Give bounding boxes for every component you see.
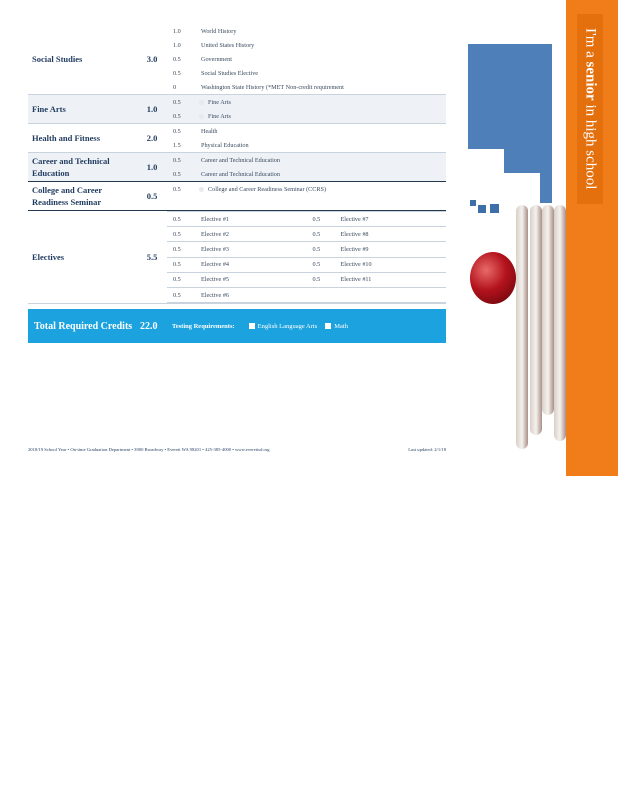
course-name: Career and Technical Education (201, 156, 280, 164)
elective-name: Elective #9 (340, 245, 369, 253)
requirement-row (28, 95, 446, 124)
elective-name: Elective #2 (201, 230, 230, 238)
elective-name: Elective #1 (201, 215, 230, 223)
banner-text-pre: I'm a (582, 28, 599, 62)
course-name: Social Studies Elective (201, 70, 259, 78)
subject-credits: 0.5 (146, 191, 158, 201)
course-credit: 1.5 (173, 141, 181, 149)
course-item (167, 138, 446, 152)
apple-photo (470, 252, 516, 304)
elective-credit: 0.5 (173, 276, 181, 284)
course-credit: 0.5 (173, 98, 181, 106)
elective-item (307, 288, 447, 303)
course-credit: 0.5 (173, 156, 181, 164)
elective-name: Elective #8 (340, 230, 369, 238)
decor-blue-block (504, 149, 552, 173)
total-bar (28, 309, 446, 343)
course-item (167, 95, 446, 109)
course-name: Physical Education (201, 141, 249, 149)
elective-name: Elective #11 (340, 276, 372, 284)
elective-credit: 0.5 (173, 215, 181, 223)
course-item (167, 124, 446, 138)
footer-updated: Last updated: 2/1/18 (408, 447, 446, 452)
course-item (167, 81, 446, 95)
subject-name: Electives (32, 252, 65, 263)
elective-name: Elective #6 (201, 291, 230, 299)
subject-name: Fine Arts (32, 104, 66, 114)
elective-item (167, 212, 307, 227)
subject-credits: 1.0 (146, 162, 158, 172)
test-tubes-photo (516, 205, 566, 449)
course-credit: 0.5 (173, 55, 181, 63)
decor-square (490, 204, 499, 213)
banner-text-bold: senior (582, 61, 599, 101)
course-item (167, 109, 446, 123)
footer (28, 447, 446, 452)
course-credit: 0.5 (173, 170, 181, 178)
course-item (167, 52, 446, 66)
subject-name: Health and Fitness (32, 133, 101, 143)
elective-credit: 0.5 (312, 261, 321, 269)
course-credit: 0.5 (173, 70, 181, 78)
requirement-row (28, 153, 446, 182)
elective-credit: 0.5 (173, 230, 181, 238)
test-math: Math (334, 322, 348, 330)
course-name: Fine Arts (208, 112, 231, 120)
decor-blue-block (540, 173, 552, 203)
decor-square (470, 200, 476, 206)
elective-item (167, 273, 307, 288)
elective-item (167, 288, 307, 303)
test-ela: English Language Arts (257, 322, 318, 330)
testing-label: Testing Requirements: (172, 322, 235, 330)
elective-credit: 0.5 (173, 245, 181, 253)
requirement-row (28, 124, 446, 153)
decor-blue-block (468, 44, 552, 149)
subject-name: College and Career Readiness Seminar (32, 185, 103, 207)
elective-name: Elective #3 (201, 245, 230, 253)
subject-credits: 1.0 (146, 104, 158, 114)
elective-name: Elective #10 (340, 261, 372, 269)
course-item (167, 24, 446, 38)
elective-item (307, 227, 447, 242)
footer-info: 2018/19 School Year • On-time Graduation Department • 3900 Broadway • Everett WA 98201 • 425-385-4000 • www.everettsd.org (28, 447, 270, 452)
course-credit: 0.5 (173, 127, 181, 135)
total-label: Total Required Credits (34, 320, 133, 332)
course-name: College and Career Readiness Seminar (CCRS) (208, 185, 327, 193)
subject-credits: 3.0 (146, 54, 158, 64)
course-name: Government (201, 55, 232, 63)
elective-name: Elective #7 (340, 215, 369, 223)
course-credit: 1.0 (173, 41, 181, 49)
elective-name: Elective #5 (201, 276, 230, 284)
elective-item (307, 273, 447, 288)
course-name: World History (201, 27, 237, 35)
elective-item (167, 227, 307, 242)
senior-banner (577, 14, 603, 204)
elective-credit: 0.5 (312, 215, 321, 223)
subject-credits: 5.5 (146, 252, 158, 263)
course-item (167, 67, 446, 81)
elective-credit: 0.5 (312, 230, 321, 238)
elective-credit: 0.5 (312, 245, 321, 253)
elective-credit: 0.5 (173, 261, 181, 269)
checkbox-icon (325, 323, 331, 329)
elective-name: Elective #4 (201, 261, 230, 269)
requirements-table (28, 24, 446, 304)
checkbox-icon (249, 323, 255, 329)
requirement-row (28, 24, 446, 95)
electives-row (28, 211, 446, 304)
banner-text-post: in high school (582, 100, 599, 190)
course-item (167, 153, 446, 167)
elective-item (307, 258, 447, 273)
elective-credit: 0.5 (312, 276, 321, 284)
subject-name: Career and Technical Education (32, 156, 110, 178)
course-item (167, 38, 446, 52)
elective-item (307, 212, 447, 227)
decor-square (478, 205, 486, 213)
elective-credit: 0.5 (173, 291, 181, 299)
elective-item (167, 242, 307, 257)
requirement-row (28, 182, 446, 211)
course-name: Washington State History (*MET Non-credit requirement (201, 84, 344, 92)
course-name: Career and Technical Education (201, 170, 280, 178)
elective-item (167, 258, 307, 273)
course-name: Fine Arts (208, 98, 231, 106)
subject-name: Social Studies (32, 54, 83, 64)
course-item (167, 182, 446, 196)
course-name: Health (201, 127, 218, 135)
course-credit: 0 (173, 84, 177, 92)
course-item (167, 167, 446, 181)
elective-item (307, 242, 447, 257)
course-credit: 0.5 (173, 185, 181, 193)
course-credit: 1.0 (173, 27, 181, 35)
course-name: United States History (201, 41, 255, 49)
total-value: 22.0 (140, 320, 158, 332)
subject-credits: 2.0 (146, 133, 158, 143)
course-credit: 0.5 (173, 112, 181, 120)
